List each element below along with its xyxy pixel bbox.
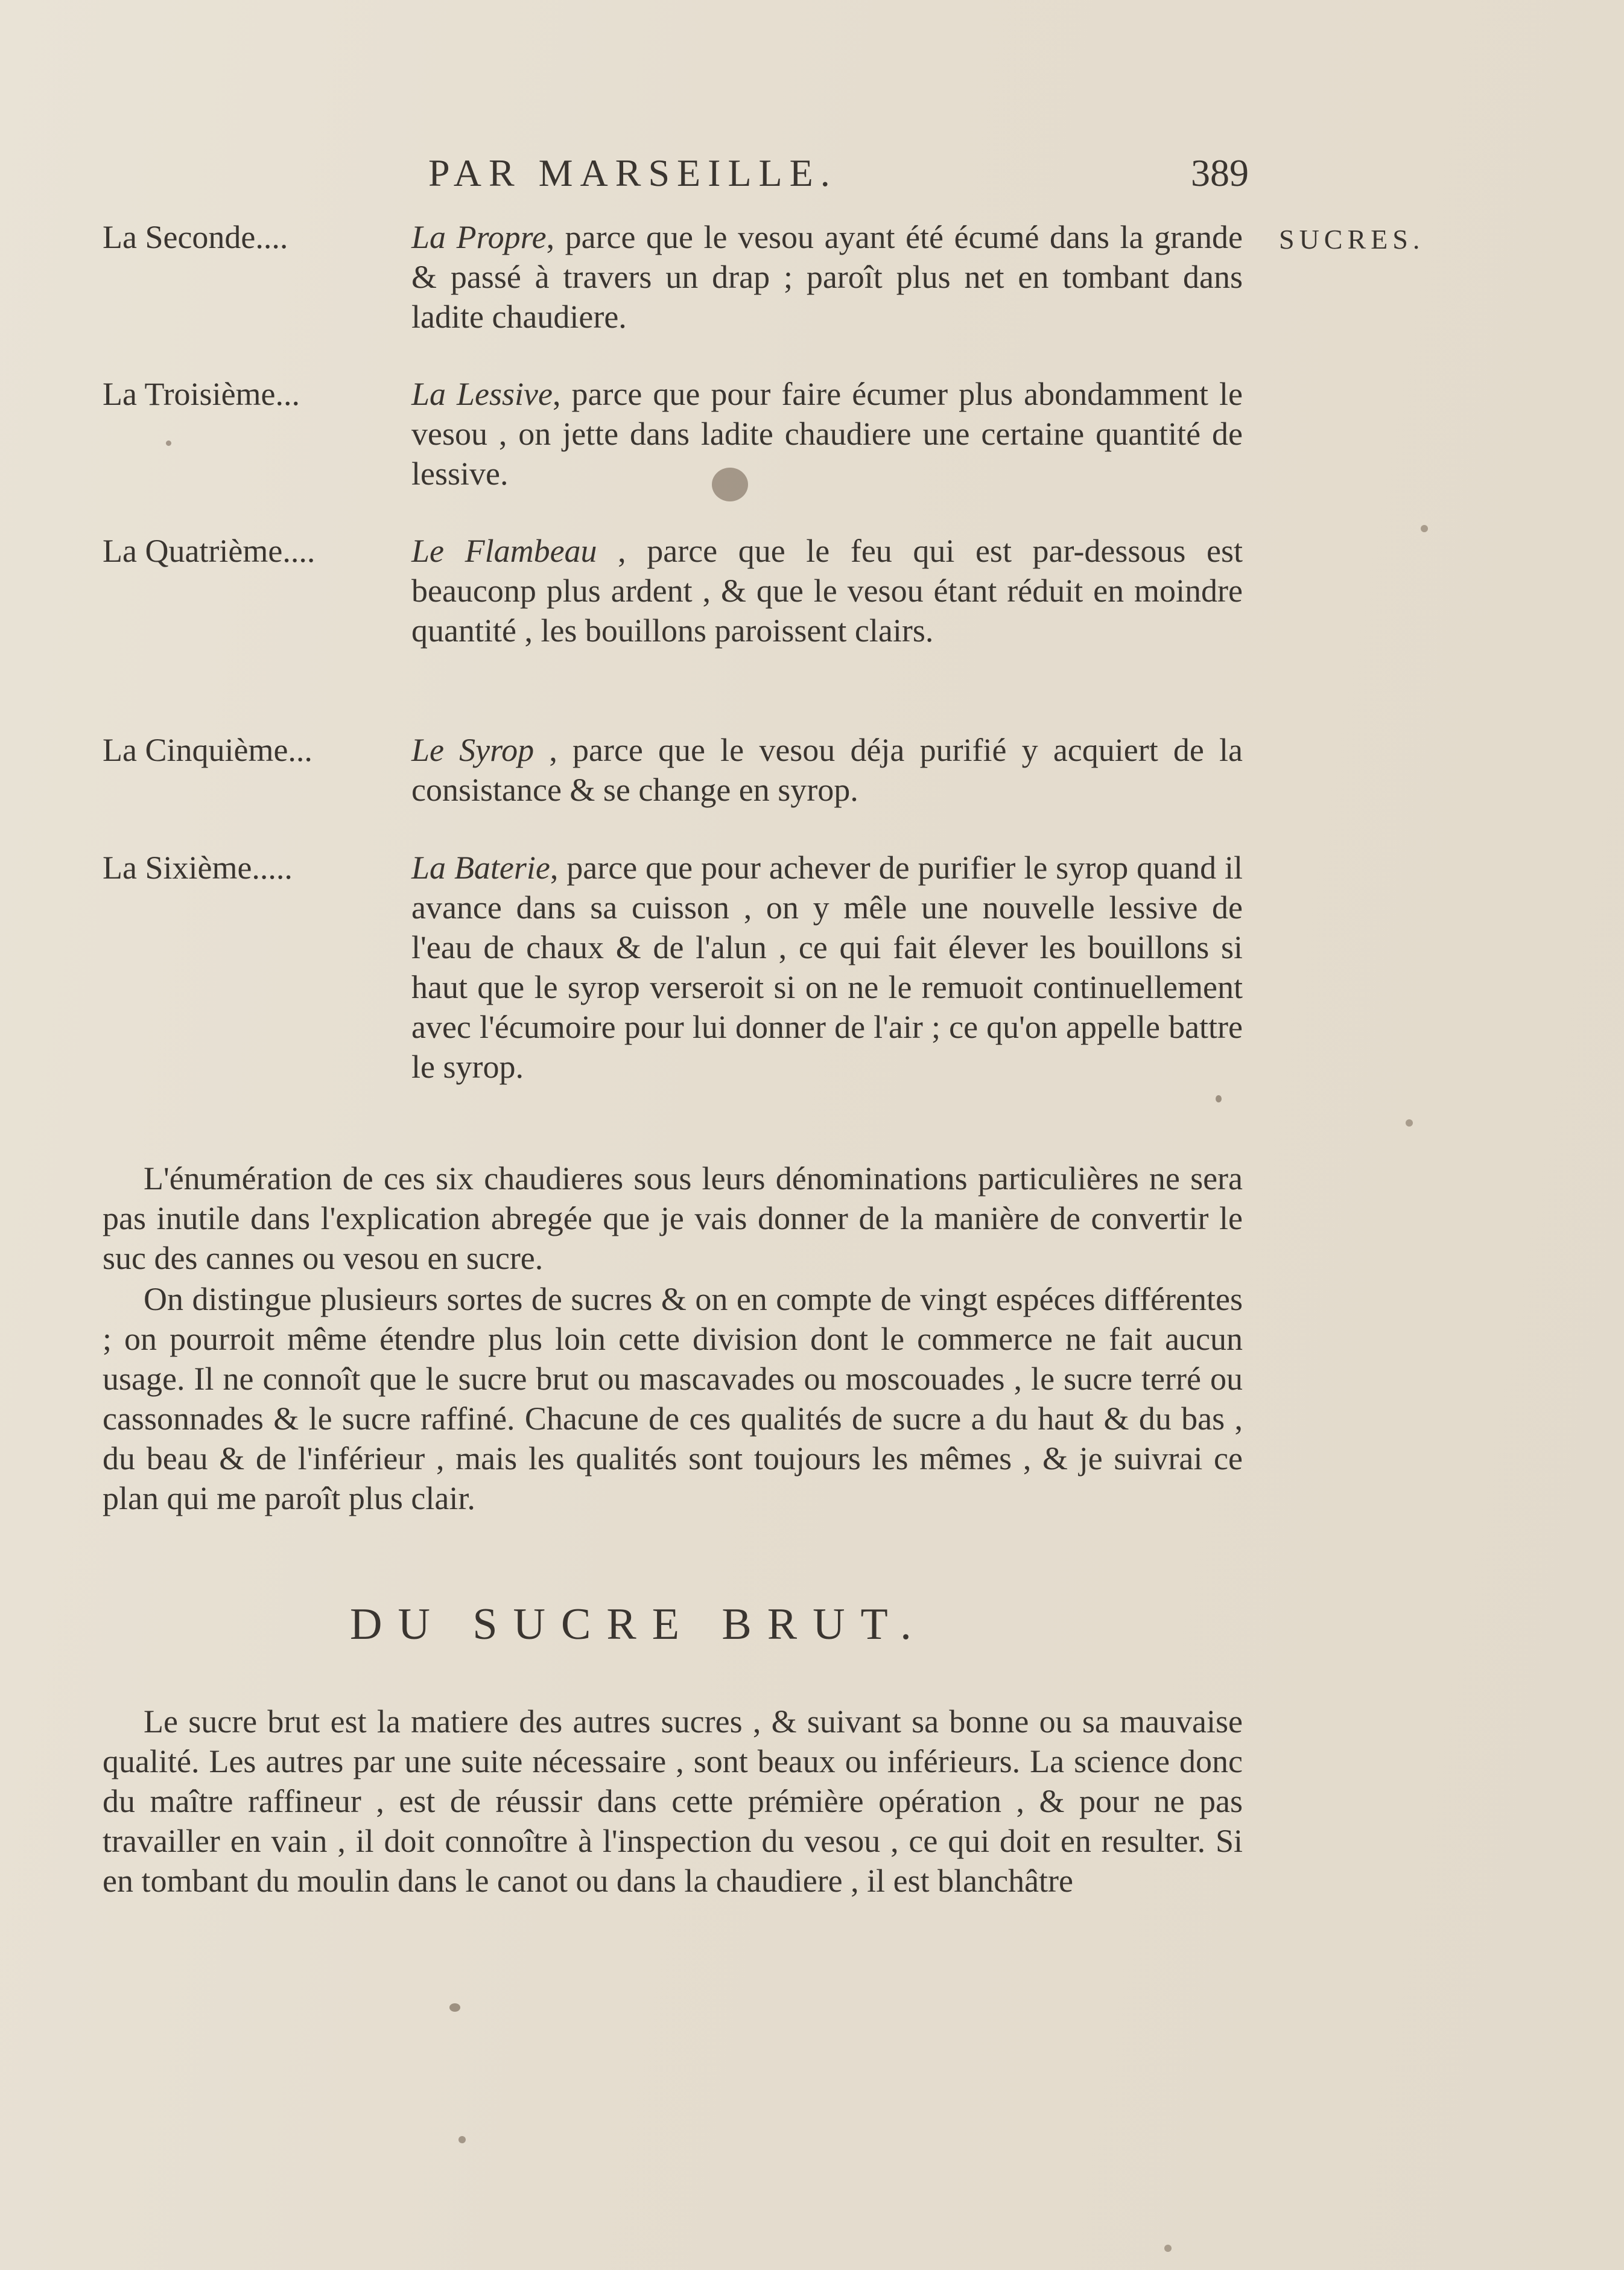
entry-text: , parce que le vesou ayant été écumé dans la grande & passé à travers un drap ; paroît plus net en tombant dans ladite chaudiere. xyxy=(411,219,1243,335)
entry-text: , parce que le feu qui est par-dessous est beauconp plus ardent , & que le vesou étant réduit en moindre quantité , les bouillons paroissent clairs. xyxy=(411,533,1243,649)
paper-speck xyxy=(1406,1119,1413,1127)
page-number: 389 xyxy=(1191,151,1249,194)
paper-speck xyxy=(166,440,171,446)
entry-text: , parce que pour achever de purifier le syrop quand il avance dans sa cuisson , on y mêle une nouvelle lessive de l'eau de chaux & de l'alun , ce qui fait élever les bouillons si haut que le syrop verseroit si on ne le remuoit continuellement avec l'écumoire pour lui donner de l'air ; ce qu'on appelle battre le syrop. xyxy=(411,850,1243,1085)
entry-sixieme xyxy=(103,848,1243,1087)
body-paragraph: On distingue plusieurs sortes de sucres & on en compte de vingt espéces différentes ; on pourroit même étendre plus loin cette division dont le commerce ne fait aucun usage. Il ne connoît que le sucre brut ou mascavades ou moscouades , le sucre terré ou cassonnades & le sucre raffiné. Chacune de ces qualités de sucre a du haut & du bas , du beau & de l'inférieur , mais les qualités sont toujours les mêmes , & je suivrai ce plan qui me paroît plus clair. xyxy=(103,1281,1243,1516)
running-head xyxy=(103,151,1249,199)
entry-name: La Baterie xyxy=(411,850,550,886)
entry-term: La Troisième... xyxy=(103,376,300,412)
entry-name: La Lessive xyxy=(411,376,553,412)
entry-definition xyxy=(411,730,1243,810)
entry-troisieme xyxy=(103,374,1243,494)
entry-definition xyxy=(411,531,1243,650)
entry-term: La Sixième..... xyxy=(103,850,293,886)
entry-term: La Quatrième.... xyxy=(103,533,316,569)
entry-text: , parce que pour faire écumer plus abondamment le vesou , on jette dans ladite chaudiere une certaine quantité de lessive. xyxy=(411,376,1243,492)
entry-name: Le Flambeau xyxy=(411,533,597,569)
entry-cinquieme xyxy=(103,730,1243,810)
body-paragraph: L'énumération de ces six chaudieres sous leurs dénominations particulières ne sera pas inutile dans l'explication abregée que je vais donner de la manière de convertir le suc des cannes ou vesou en sucre. xyxy=(103,1160,1243,1276)
paper-speck xyxy=(449,2003,460,2012)
running-title: PAR MARSEILLE. xyxy=(428,151,837,194)
entry-name: Le Syrop xyxy=(411,732,534,768)
paper-speck xyxy=(712,468,748,501)
entry-term: La Seconde.... xyxy=(103,219,288,255)
entry-text: , parce que le vesou déja purifié y acquiert de la consistance & se change en syrop. xyxy=(411,732,1243,808)
entry-definition xyxy=(411,374,1243,494)
entry-quatrieme xyxy=(103,531,1243,650)
entry-name: La Propre xyxy=(411,219,547,255)
entry-definition xyxy=(411,217,1243,337)
paper-speck xyxy=(1421,525,1428,532)
entry-seconde xyxy=(103,217,1243,337)
entry-term: La Cinquième... xyxy=(103,732,312,768)
margin-note: SUCRES. xyxy=(1279,224,1425,255)
section-paragraph: Le sucre brut est la matiere des autres sucres , & suivant sa bonne ou sa mauvaise qualité. Les autres par une suite nécessaire , sont beaux ou inférieurs. La science donc du maître raffineur , est de réussir dans cette prémière opération , & pour ne pas travailler en vain , il doit connoître à l'inspection du vesou , ce qui doit en resulter. Si en tombant du moulin dans le canot ou dans la chaudiere , il est blanchâtre xyxy=(103,1703,1243,1899)
paper-speck xyxy=(458,2136,466,2143)
section-heading: DU SUCRE BRUT. xyxy=(350,1600,927,1649)
entry-definition xyxy=(411,848,1243,1087)
paper-speck xyxy=(1164,2245,1172,2252)
paper-speck xyxy=(1216,1095,1222,1102)
